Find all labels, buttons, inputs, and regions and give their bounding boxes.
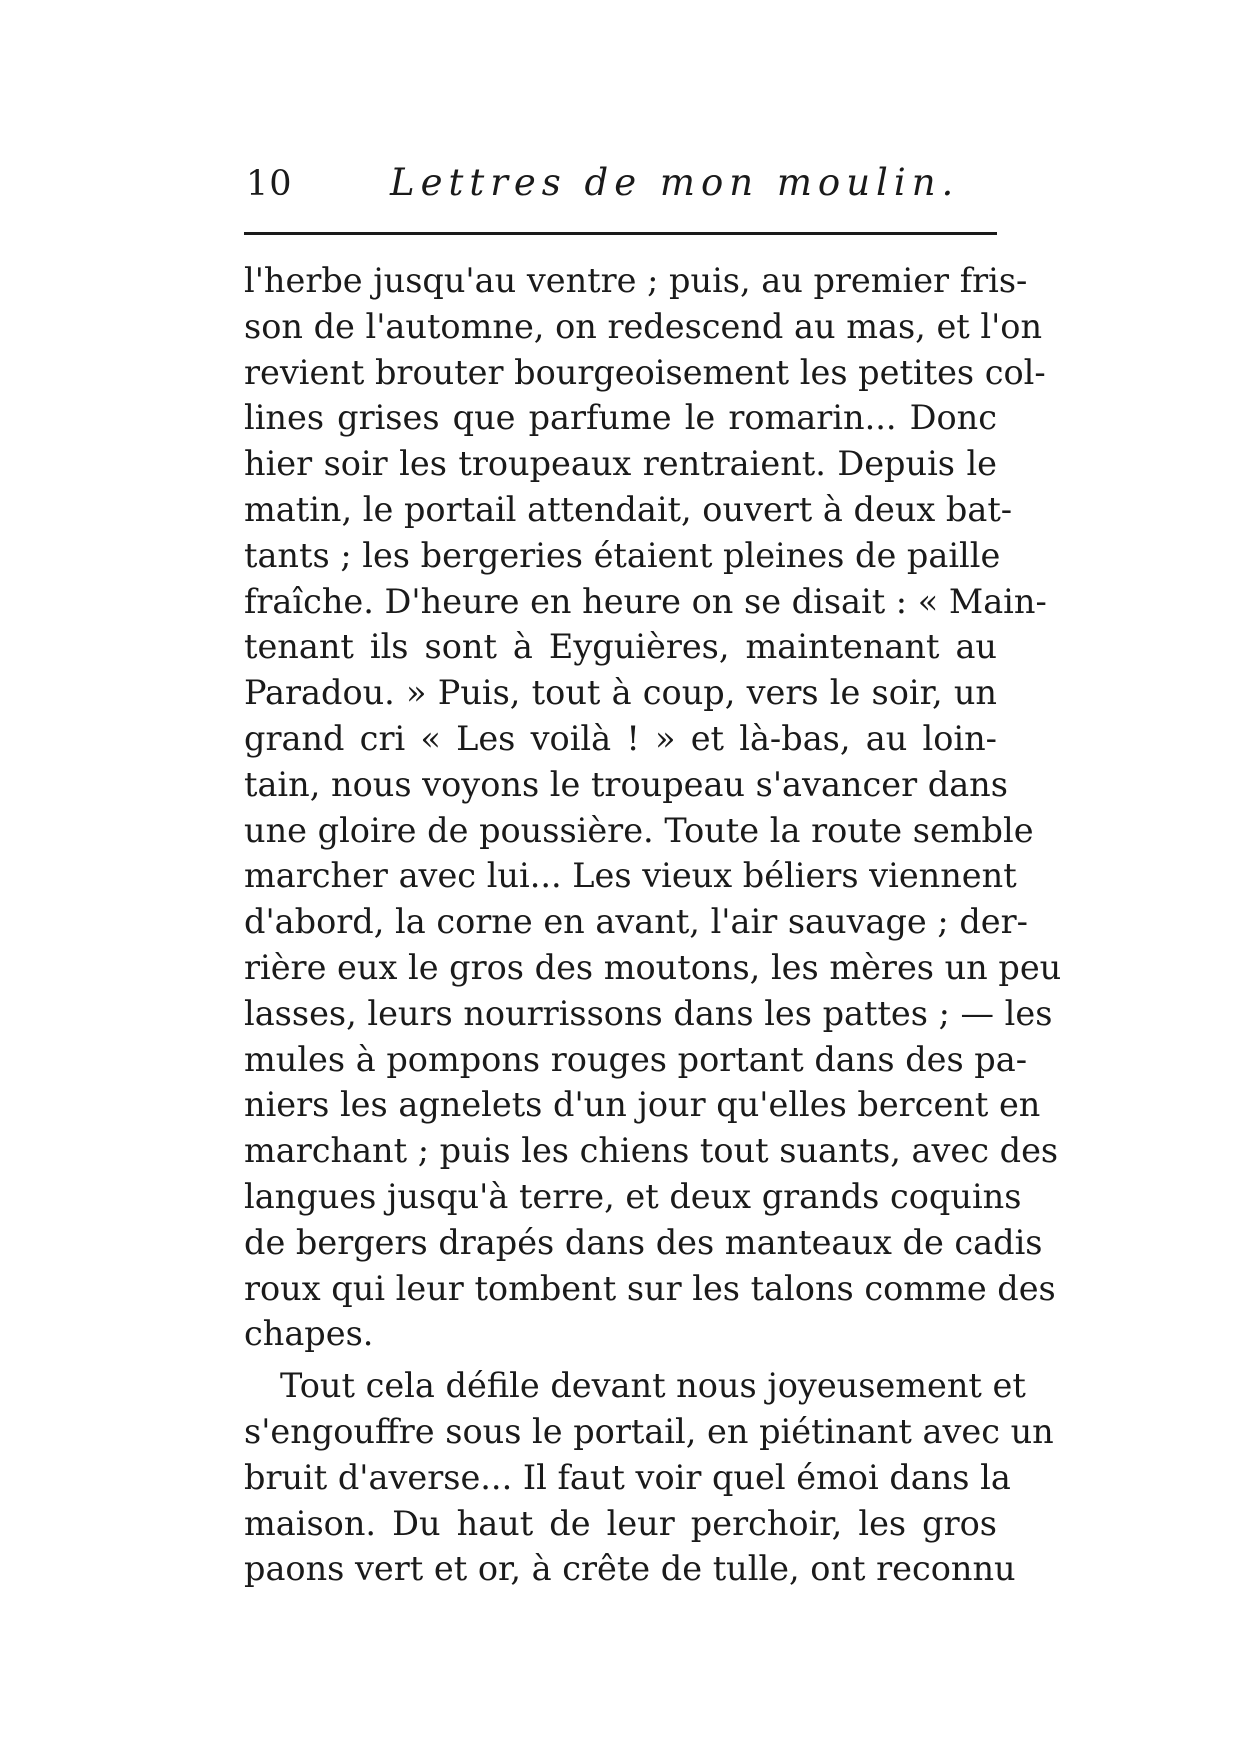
text-line: mules à pompons rouges portant dans des pa-	[244, 1039, 1028, 1079]
text-line: lines grises que parfume le romarin... Donc	[244, 398, 997, 438]
text-line: tenant ils sont à Eyguières, maintenant au	[244, 627, 997, 667]
text-line: hier soir les troupeaux rentraient. Depuis le	[244, 444, 997, 484]
running-title: Lettres de mon moulin.	[390, 161, 960, 204]
text-line: une gloire de poussière. Toute la route semble	[244, 810, 1034, 850]
text-line: revient brouter bourgeoisement les petites col-	[244, 352, 1046, 392]
text-line: Tout cela défile devant nous joyeusement et	[280, 1366, 1026, 1406]
paragraph-2	[244, 1363, 1054, 1592]
text-line: langues jusqu'à terre, et deux grands coquins	[244, 1176, 1022, 1216]
text-line: fraîche. D'heure en heure on se disait : « Main-	[244, 581, 1047, 621]
text-line: tants ; les bergeries étaient pleines de paille	[244, 535, 1001, 575]
header-rule	[244, 232, 997, 235]
text-line: son de l'automne, on redescend au mas, et l'on	[244, 306, 1043, 346]
text-line: d'abord, la corne en avant, l'air sauvage ; der-	[244, 902, 1028, 942]
text-line: maison. Du haut de leur perchoir, les gros	[244, 1503, 997, 1543]
paragraph-1	[244, 258, 1062, 1357]
text-line: niers les agnelets d'un jour qu'elles bercent en	[244, 1085, 1041, 1125]
text-line: roux qui leur tombent sur les talons comme des	[244, 1268, 1056, 1308]
text-line: s'engouffre sous le portail, en piétinant avec un	[244, 1411, 1054, 1451]
text-line: de bergers drapés dans des manteaux de cadis	[244, 1222, 1043, 1262]
text-line: paons vert et or, à crête de tulle, ont reconnu	[244, 1549, 1016, 1589]
text-line: Paradou. » Puis, tout à coup, vers le soir, un	[244, 673, 997, 713]
text-line: rière eux le gros des moutons, les mères un peu	[244, 947, 1062, 987]
text-line: l'herbe jusqu'au ventre ; puis, au premier fris-	[244, 261, 1028, 300]
text-line: marcher avec lui... Les vieux béliers viennent	[244, 856, 1017, 896]
body-text	[244, 258, 1062, 1592]
text-line: lasses, leurs nourrissons dans les pattes ; — les	[244, 993, 1053, 1033]
text-line: bruit d'averse... Il faut voir quel émoi dans la	[244, 1457, 1011, 1497]
text-line: tain, nous voyons le troupeau s'avancer dans	[244, 764, 1008, 804]
text-line: chapes.	[244, 1314, 374, 1354]
page-number: 10	[246, 164, 293, 204]
text-line: marchant ; puis les chiens tout suants, avec des	[244, 1131, 1059, 1171]
text-line: matin, le portail attendait, ouvert à deux bat-	[244, 489, 1013, 529]
text-line: grand cri « Les voilà ! » et là-bas, au loin-	[244, 718, 997, 758]
